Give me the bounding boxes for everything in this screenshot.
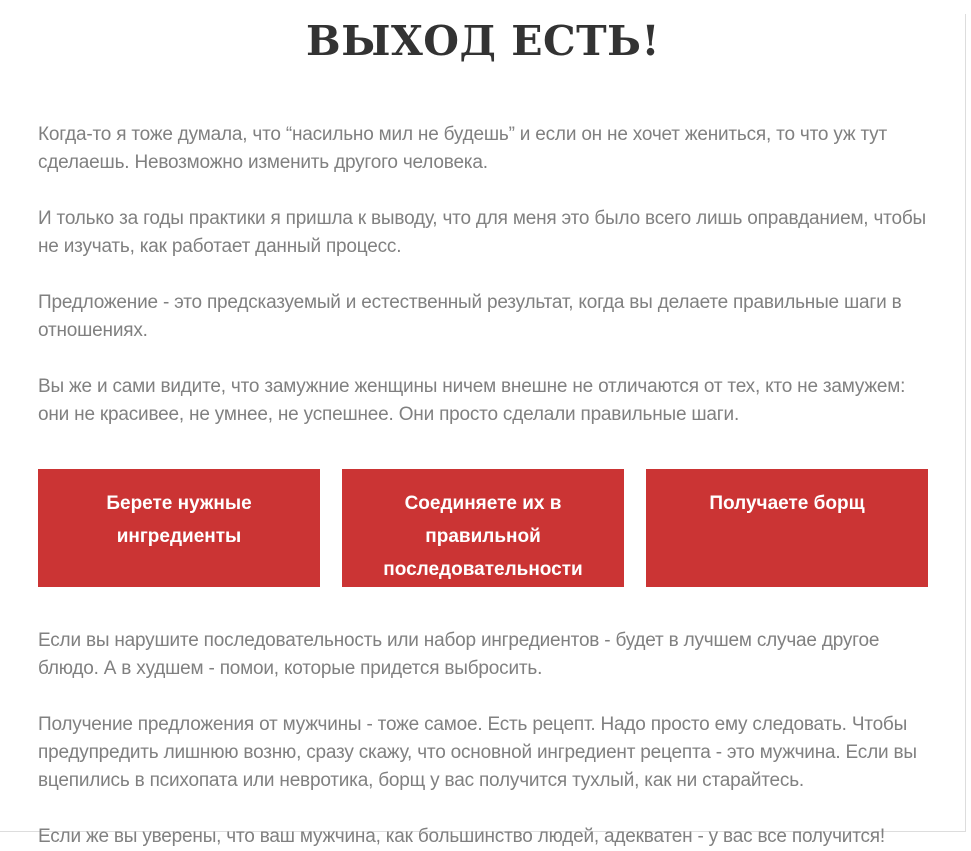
page-title: ВЫХОД ЕСТЬ! (306, 17, 660, 65)
step-label: Берете нужные ингредиенты (106, 493, 252, 547)
step-box-sequence (342, 469, 624, 587)
paragraph: Если же вы уверены, что ваш мужчина, как большинство людей, адекватен - у вас все получится! (38, 826, 885, 847)
outro-paragraphs (38, 627, 928, 851)
paragraph: Вы же и сами видите, что замужние женщины ничем внешне не отличаются от тех, кто не замужем: они не красивее, не умнее, не успешнее. Они просто сделали правильные шаги. (38, 376, 906, 425)
paragraph: Когда-то я тоже думала, что “насильно мил не будешь” и если он не хочет жениться, то что уж тут сделаешь. Невозможно изменить другого человека. (38, 124, 887, 173)
paragraph: И только за годы практики я пришла к выводу, что для меня это было всего лишь оправданием, чтобы не изучать, как работает данный процесс. (38, 208, 926, 257)
step-box-result (646, 469, 928, 587)
step-label: Соединяете их в правильной последовательности (383, 493, 583, 580)
paragraph: Предложение - это предсказуемый и естественный результат, когда вы делаете правильные шаги в отношениях. (38, 292, 902, 341)
paragraph: Получение предложения от мужчины - тоже самое. Есть рецепт. Надо просто ему следовать. Чтобы предупредить лишнюю возню, сразу скажу, что основной ингредиент рецепта - это мужчина. Если вы вцепились в психопата или невротика, борщ у вас получится тухлый, как ни старайтесь. (38, 714, 917, 791)
step-box-ingredients (38, 469, 320, 587)
step-label: Получаете борщ (709, 493, 865, 514)
steps-row (38, 469, 928, 587)
paragraph: Если вы нарушите последовательность или набор ингредиентов - будет в лучшем случае другое блюдо. А в худшем - помои, которые придется выбросить. (38, 630, 880, 679)
content-sheet (0, 14, 966, 847)
intro-paragraphs (38, 121, 928, 429)
article (0, 14, 965, 851)
